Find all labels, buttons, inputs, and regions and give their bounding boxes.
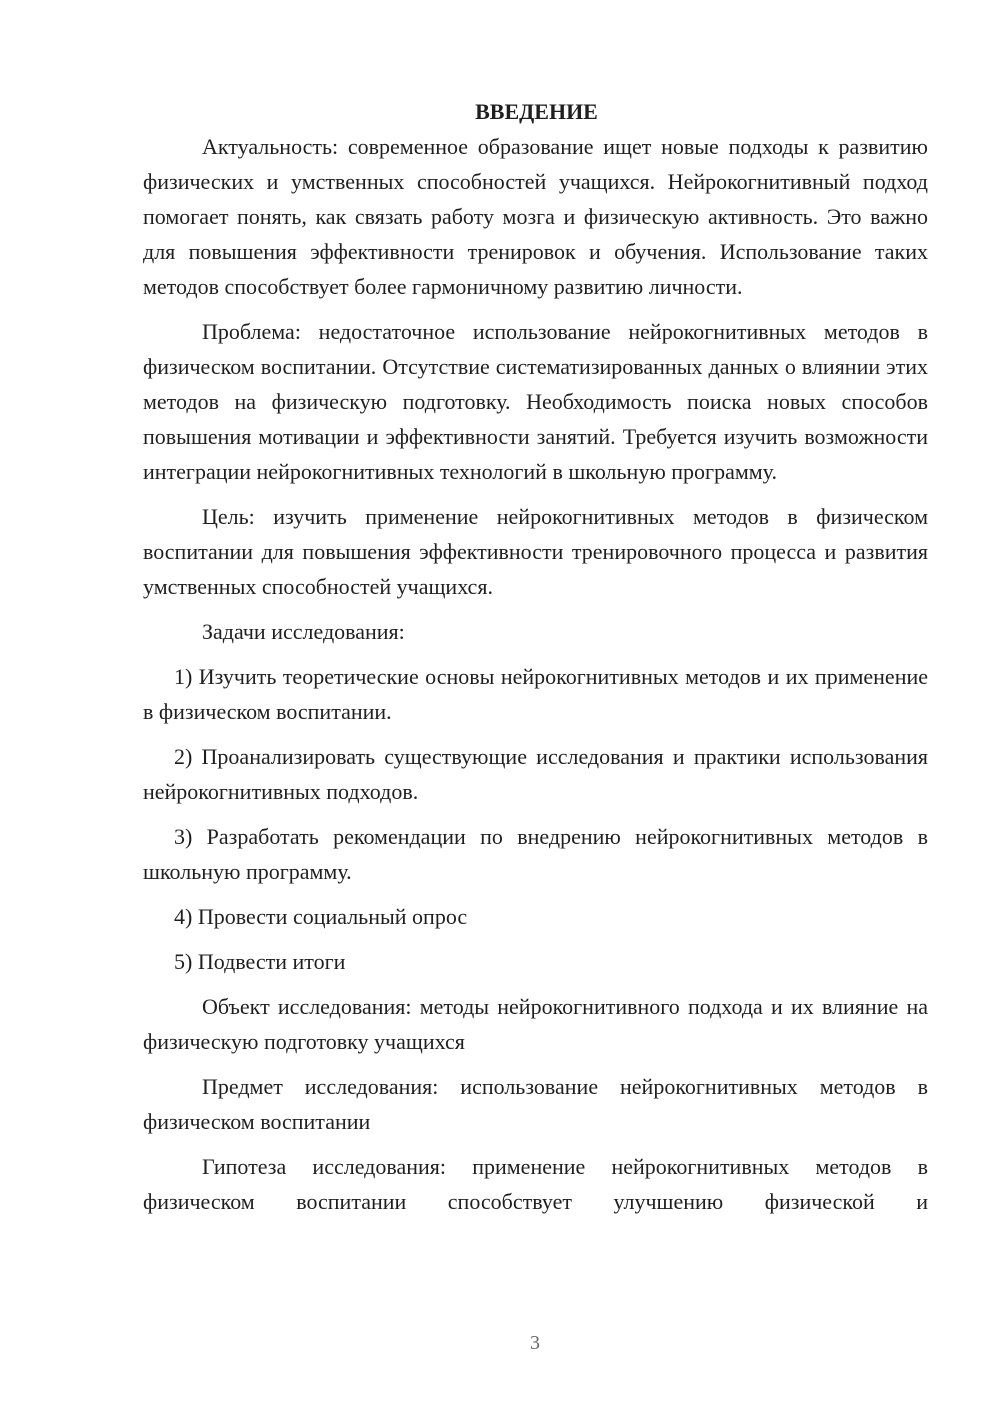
paragraph-object: Объект исследования: методы нейрокогнитивного подхода и их влияние на физическую подготовку учащихся: [143, 994, 928, 1054]
paragraph-problem: Проблема: недостаточное использование нейрокогнитивных методов в физическом воспитании. Отсутствие систематизированных данных о влиянии этих методов на физическую подготовку. Необходимость поиска новых способов повышения мотивации и эффективности занятий. Требуется изучить возможности интеграции нейрокогнитивных технологий в школьную программу.: [143, 319, 928, 484]
page-title: ВВЕДЕНИЕ: [475, 99, 598, 124]
paragraph-subject: Предмет исследования: использование нейрокогнитивных методов в физическом воспитании: [143, 1074, 928, 1134]
paragraph-goal: Цель: изучить применение нейрокогнитивных методов в физическом воспитании для повышения эффективности тренировочного процесса и развития умственных способностей учащихся.: [143, 504, 928, 599]
paragraph-tasks-heading: Задачи исследования:: [202, 619, 405, 644]
task-item-3: 3) Разработать рекомендации по внедрению нейрокогнитивных методов в школьную программу.: [143, 824, 928, 884]
task-item-5: 5) Подвести итоги: [174, 949, 346, 974]
task-item-1: 1) Изучить теоретические основы нейрокогнитивных методов и их применение в физическом воспитании.: [143, 664, 928, 724]
page-number: 3: [530, 1332, 540, 1354]
page-content: [143, 94, 928, 1219]
paragraph-relevance: Актуальность: современное образование ищет новые подходы к развитию физических и умственных способностей учащихся. Нейрокогнитивный подход помогает понять, как связать работу мозга и физическую активность. Это важно для повышения эффективности тренировок и обучения. Использование таких методов способствует более гармоничному развитию личности.: [143, 134, 928, 299]
task-item-2: 2) Проанализировать существующие исследования и практики использования нейрокогнитивных подходов.: [143, 744, 928, 804]
paragraph-hypothesis: Гипотеза исследования: применение нейрокогнитивных методов в физическом воспитании способствует улучшению физической и: [143, 1154, 928, 1214]
task-item-4: 4) Провести социальный опрос: [174, 904, 468, 929]
